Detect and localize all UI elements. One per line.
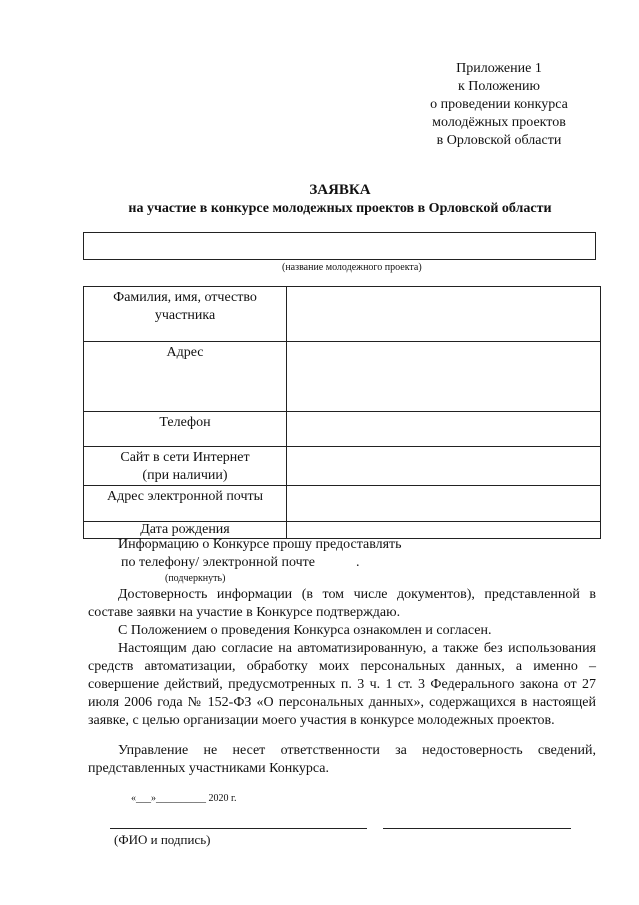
info-preference-dot: . <box>356 555 360 570</box>
document-subtitle: на участие в конкурсе молодежных проектов в Орловской области <box>128 201 552 216</box>
paragraph-acquainted: С Положением о проведения Конкурса ознакомлен и согласен. <box>118 623 492 638</box>
email-label: Адрес электронной почты <box>84 486 287 522</box>
paragraph-consent: Настоящим даю согласие на автоматизированную, а также без использования средств автоматизации, обработку моих персональных данных, а именно – совершение действий, предусмотренных п. 3 ч. 1 ст. 3 Федерального закона от 27 июля 2006 года № 152-ФЗ «О персональных данных», содержащихся в настоящей заявке, с целью организации моего участия в конкурсе молодежных проектов. <box>88 641 596 728</box>
table-row <box>84 287 601 342</box>
signature-caption: (ФИО и подпись) <box>114 832 211 847</box>
name-signature-line <box>110 828 367 829</box>
birth-date-field[interactable] <box>287 522 601 539</box>
date-line: «___»__________ 2020 г. <box>131 793 237 804</box>
appendix-line-4: молодёжных проектов <box>432 115 566 130</box>
document-title: ЗАЯВКА <box>309 182 371 198</box>
paragraph-reliability: Достоверность информации (в том числе документов), представленной в составе заявки на участие в Конкурсе подтверждаю. <box>88 587 596 620</box>
table-row <box>84 447 601 486</box>
full-name-label: Фамилия, имя, отчество участника <box>84 287 287 342</box>
phone-field[interactable] <box>287 412 601 447</box>
signature-line <box>383 828 571 829</box>
birth-date-label: Дата рождения <box>84 522 287 539</box>
website-field[interactable] <box>287 447 601 486</box>
table-row <box>84 412 601 447</box>
address-label: Адрес <box>84 342 287 412</box>
appendix-line-3: о проведении конкурса <box>430 97 568 112</box>
email-field[interactable] <box>287 486 601 522</box>
address-field[interactable] <box>287 342 601 412</box>
info-preference-line1: Информацию о Конкурсе прошу предоставлять <box>118 537 402 552</box>
info-preference-line2: по телефону/ электронной почте <box>121 555 315 570</box>
appendix-line-1: Приложение 1 <box>456 61 542 76</box>
participant-form-table <box>83 286 601 539</box>
appendix-line-5: в Орловской области <box>436 133 562 148</box>
paragraph-disclaimer: Управление не несет ответственности за недостоверность сведений, представленных участниками Конкурса. <box>88 743 596 776</box>
full-name-field[interactable] <box>287 287 601 342</box>
project-name-caption: (название молодежного проекта) <box>282 262 422 273</box>
phone-label: Телефон <box>84 412 287 447</box>
table-row <box>84 522 601 539</box>
project-name-field[interactable] <box>83 232 596 260</box>
appendix-header <box>414 60 584 150</box>
website-label: Сайт в сети Интернет (при наличии) <box>84 447 287 486</box>
underline-note: (подчеркнуть) <box>165 573 226 584</box>
table-row <box>84 342 601 412</box>
appendix-line-2: к Положению <box>457 79 540 94</box>
table-row <box>84 486 601 522</box>
